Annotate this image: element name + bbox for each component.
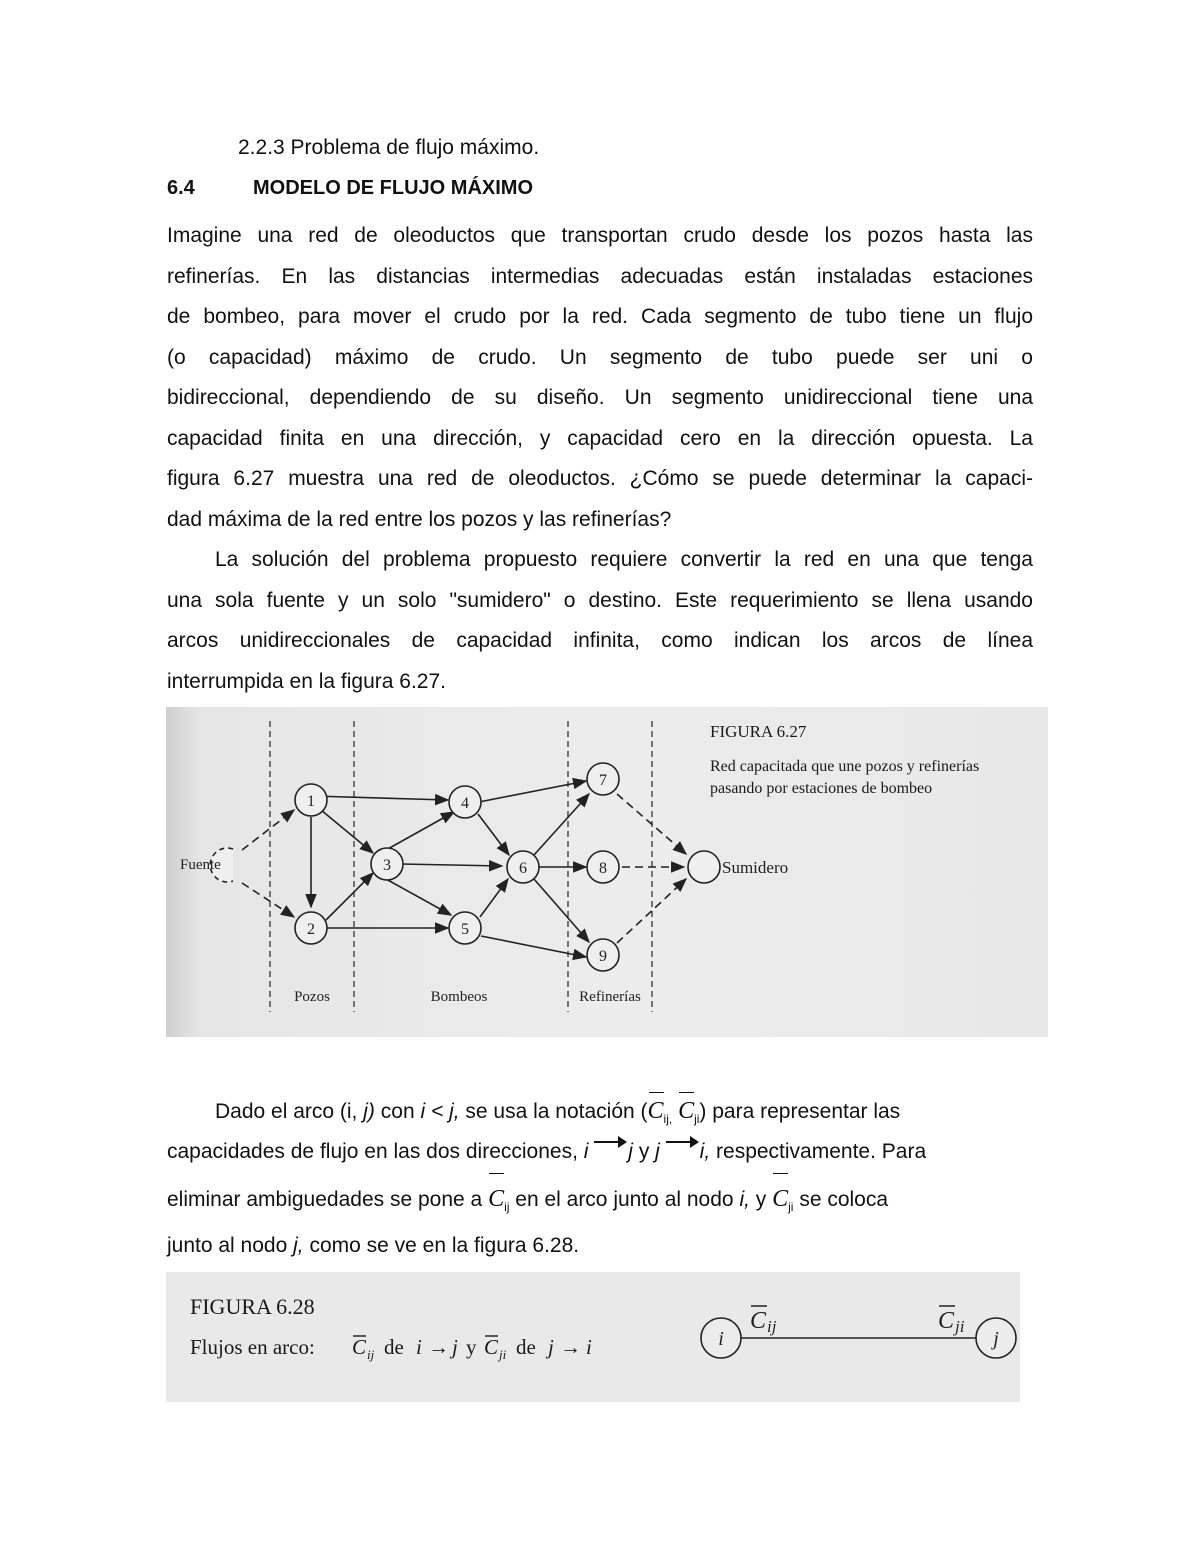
paragraph-line: (o capacidad) máximo de crudo. Un segmento de tubo puede ser uni o	[167, 345, 1033, 369]
paragraph-line: bidireccional, dependiendo de su diseño. Un segmento unidireccional tiene una	[167, 386, 1033, 409]
paragraph-3	[167, 1091, 1033, 1267]
text-span: y	[755, 1188, 767, 1211]
c-bar-symbol: C	[488, 1172, 504, 1226]
cap-ji-subscript: ji	[955, 1317, 965, 1336]
subscript: ji	[694, 1112, 700, 1127]
c-bar-symbol: C	[648, 1091, 664, 1132]
figure-label: FIGURA 6.28	[190, 1294, 315, 1319]
node-label: 3	[383, 857, 391, 874]
paragraph-1	[167, 216, 1033, 540]
caption-arrow: →	[428, 1335, 449, 1359]
subscript: ij	[504, 1200, 510, 1215]
caption-text: j	[452, 1335, 458, 1359]
node-label: 1	[307, 793, 315, 810]
paragraph-line: figura 6.27 muestra una red de oleoductos. ¿Cómo se puede determinar la capaci-	[167, 467, 1033, 490]
text-span: j)	[363, 1100, 375, 1123]
network-diagram	[166, 707, 1048, 1037]
caption-text: de	[516, 1335, 536, 1359]
node-j-label: j	[993, 1328, 999, 1350]
text-span: eliminar ambiguedades se pone a	[167, 1188, 483, 1211]
column-label-pozos: Pozos	[294, 989, 330, 1005]
node-label: 7	[599, 772, 607, 789]
arc-flow-diagram	[166, 1272, 1020, 1402]
paragraph-2	[167, 540, 1033, 702]
figure-caption-line-2: pasando por estaciones de bombeo	[710, 780, 933, 797]
text-span: y	[638, 1139, 650, 1163]
section-heading	[167, 177, 533, 200]
text-span: j	[655, 1139, 660, 1163]
paragraph-line	[167, 1091, 1033, 1132]
figure-6-27	[166, 707, 1048, 1037]
subscript: ij,	[663, 1112, 673, 1127]
node-label: 9	[599, 948, 607, 965]
caption-text: i	[416, 1335, 422, 1359]
text-span: Dado el arco (i,	[215, 1100, 358, 1123]
paragraph-line: La solución del problema propuesto requiere convertir la red en una que tenga	[215, 548, 1033, 571]
cap-ij-symbol: C	[750, 1308, 767, 1334]
paragraph-line: capacidad finita en una dirección, y capacidad cero en la dirección opuesta. La	[167, 426, 1033, 450]
node-label: 2	[307, 921, 315, 938]
c-bar-symbol: C	[678, 1091, 694, 1132]
paragraph-line: una sola fuente y un solo "sumidero" o destino. Este requerimiento se llena usando	[167, 588, 1033, 612]
text-span: se usa la notación (	[465, 1100, 648, 1123]
paragraph-line	[167, 1132, 1033, 1173]
text-span: se coloca	[799, 1188, 889, 1211]
text-span: i,	[699, 1139, 711, 1163]
cap-ji-symbol: C	[938, 1308, 955, 1334]
paragraph-line: refinerías. En las distancias intermedias adecuadas están instaladas estaciones	[167, 264, 1033, 288]
arrow-right-icon	[666, 1134, 700, 1150]
text-span: capacidades de flujo en las dos direcciones,	[167, 1139, 578, 1163]
subscript: ji	[788, 1200, 794, 1215]
text-span: j,	[293, 1234, 304, 1257]
subsection-title: 2.2.3 Problema de flujo máximo.	[238, 136, 540, 159]
caption-arrow: →	[560, 1335, 581, 1359]
node-label: 5	[461, 921, 469, 938]
paragraph-line	[167, 1172, 1033, 1226]
text-span: j	[628, 1139, 633, 1163]
text-span: con	[380, 1100, 415, 1123]
caption-text: y	[466, 1335, 477, 1359]
figure-6-28	[166, 1272, 1020, 1402]
caption-subscript: ji	[499, 1347, 507, 1362]
paragraph-line: arcos unidireccionales de capacidad infinita, como indican los arcos de línea	[167, 629, 1033, 652]
node-label: 4	[461, 795, 469, 812]
text-span: i,	[739, 1188, 750, 1211]
figure-label: FIGURA 6.27	[710, 722, 807, 741]
section-title: MODELO DE FLUJO MÁXIMO	[253, 177, 533, 199]
sink-label: Sumidero	[722, 858, 789, 877]
arrow-right-icon	[594, 1134, 628, 1150]
section-number: 6.4	[167, 177, 195, 199]
c-bar-symbol: C	[772, 1172, 788, 1226]
cap-ij-subscript: ij	[767, 1317, 777, 1336]
node-label: 6	[519, 860, 527, 877]
text-span: ) para representar las	[699, 1100, 901, 1123]
sink-node	[688, 851, 720, 883]
caption-c-symbol: C	[484, 1335, 499, 1359]
caption-text: j	[548, 1335, 554, 1359]
caption-text: i	[586, 1335, 592, 1359]
figure-caption	[190, 1335, 592, 1362]
column-label-refinerias: Refinerías	[579, 989, 641, 1005]
caption-c-symbol: C	[352, 1335, 367, 1359]
text-span: i < j,	[420, 1100, 460, 1123]
column-label-bombeos: Bombeos	[430, 989, 488, 1005]
text-span: como se ve en la figura 6.28.	[309, 1234, 580, 1257]
node-label: 8	[599, 860, 607, 877]
figure-caption-line-1: Red capacitada que une pozos y refinerías	[710, 758, 980, 775]
text-span: junto al nodo	[167, 1234, 288, 1257]
caption-text: de	[384, 1335, 404, 1359]
node-i-label: i	[718, 1328, 724, 1350]
paragraph-line: de bombeo, para mover el crudo por la red. Cada segmento de tubo tiene un flujo	[167, 305, 1033, 328]
caption-prefix: Flujos en arco:	[190, 1335, 315, 1359]
paragraph-line: dad máxima de la red entre los pozos y las refinerías?	[167, 507, 672, 531]
paragraph-line: Imagine una red de oleoductos que transportan crudo desde los pozos hasta las	[167, 224, 1033, 247]
paragraph-line: interrumpida en la figura 6.27.	[167, 669, 446, 693]
text-span: respectivamente. Para	[716, 1139, 927, 1163]
text-span: en el arco junto al nodo	[515, 1188, 734, 1211]
source-label: Fuente	[180, 857, 221, 873]
text-span: i	[583, 1139, 589, 1163]
paragraph-line	[167, 1226, 1033, 1267]
caption-subscript: ij	[367, 1347, 375, 1362]
